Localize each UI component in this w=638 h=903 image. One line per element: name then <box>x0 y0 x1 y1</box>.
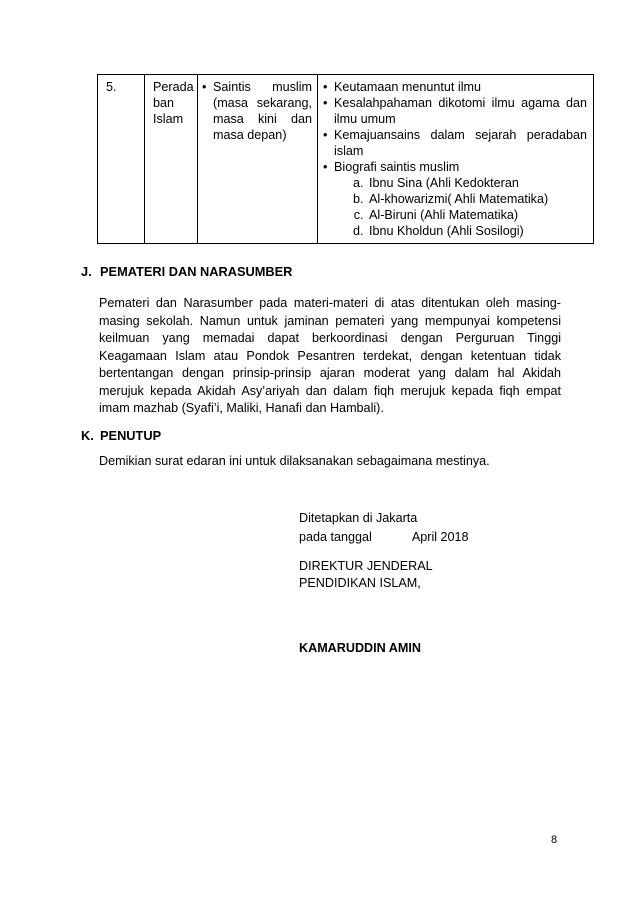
signatory-name: KAMARUDDIN AMIN <box>299 641 421 655</box>
list-item: • Kemajuansains dalam sejarah peradaban islam <box>323 128 587 158</box>
signature-place: Ditetapkan di Jakarta <box>299 511 418 525</box>
section-k-body: Demikian surat edaran ini untuk dilaksanakan sebagaimana mestinya. <box>99 454 490 468</box>
signature-position-line1: DIREKTUR JENDERAL <box>299 559 433 573</box>
bullet-icon: • <box>323 160 328 174</box>
sub-list-item: a. Ibnu Sina (Ahli Kedokteran <box>367 175 587 191</box>
section-k-heading <box>81 428 161 443</box>
page-number: 8 <box>551 834 558 846</box>
subject-cell <box>145 75 198 244</box>
section-letter: K. <box>81 428 94 443</box>
signature-date <box>299 529 469 546</box>
section-letter: J. <box>81 264 92 279</box>
topic-cell <box>198 75 318 244</box>
list-item: • Kesalahpahaman dikotomi ilmu agama dan ilmu umum <box>323 96 587 126</box>
bullet-icon: • <box>323 80 328 94</box>
list-item: • Saintis muslim (masa sekarang, masa kini dan masa depan) <box>202 80 312 142</box>
section-j-heading <box>81 264 292 279</box>
section-j-body: Pemateri dan Narasumber pada materi-materi di atas ditentukan oleh masing-masing sekolah. Namun untuk jaminan pemateri yang mempunyai kompetensi keilmuan yang memadai dapat berkoordinasi dengan Perguruan Tinggi Keagamaan Islam atau Pondok Pesantren terdekat, dengan ketentuan tidak bertentangan dengan prinsip-prinsip ajaran moderat yang dalam hal Akidah merujuk kepada Akidah Asy’ariyah dan dalam fiqh merujuk kepada fiqh empat imam mazhab (Syafi’i, Maliki, Hanafi dan Hambali). <box>99 296 561 415</box>
row-number-cell <box>98 75 145 244</box>
signature-position-line2: PENDIDIKAN ISLAM, <box>299 576 421 590</box>
section-title: PEMATERI DAN NARASUMBER <box>100 264 293 279</box>
bullet-icon: • <box>202 80 207 94</box>
content-cell <box>318 75 594 244</box>
bullet-icon: • <box>323 128 328 142</box>
sub-list-item: b. Al-khowarizmi( Ahli Matematika) <box>367 191 587 207</box>
table-row <box>98 75 594 244</box>
subject-line: Islam <box>153 112 184 126</box>
list-item: • Keutamaan menuntut ilmu <box>323 80 482 94</box>
subject-line: ban <box>153 96 175 110</box>
sub-list-item: d. Ibnu Kholdun (Ahli Sosilogi) <box>367 223 587 239</box>
section-title: PENUTUP <box>100 428 162 443</box>
list-item: • Biografi saintis muslim <box>323 160 460 174</box>
date-label: pada tanggal <box>299 530 372 544</box>
sub-list-item: c. Al-Biruni (Ahli Matematika) <box>367 207 587 223</box>
date-value: April 2018 <box>411 530 469 544</box>
row-number: 5. <box>106 80 117 94</box>
subject-line: Perada <box>153 80 194 94</box>
curriculum-table <box>97 74 594 244</box>
bullet-icon: • <box>323 96 328 110</box>
